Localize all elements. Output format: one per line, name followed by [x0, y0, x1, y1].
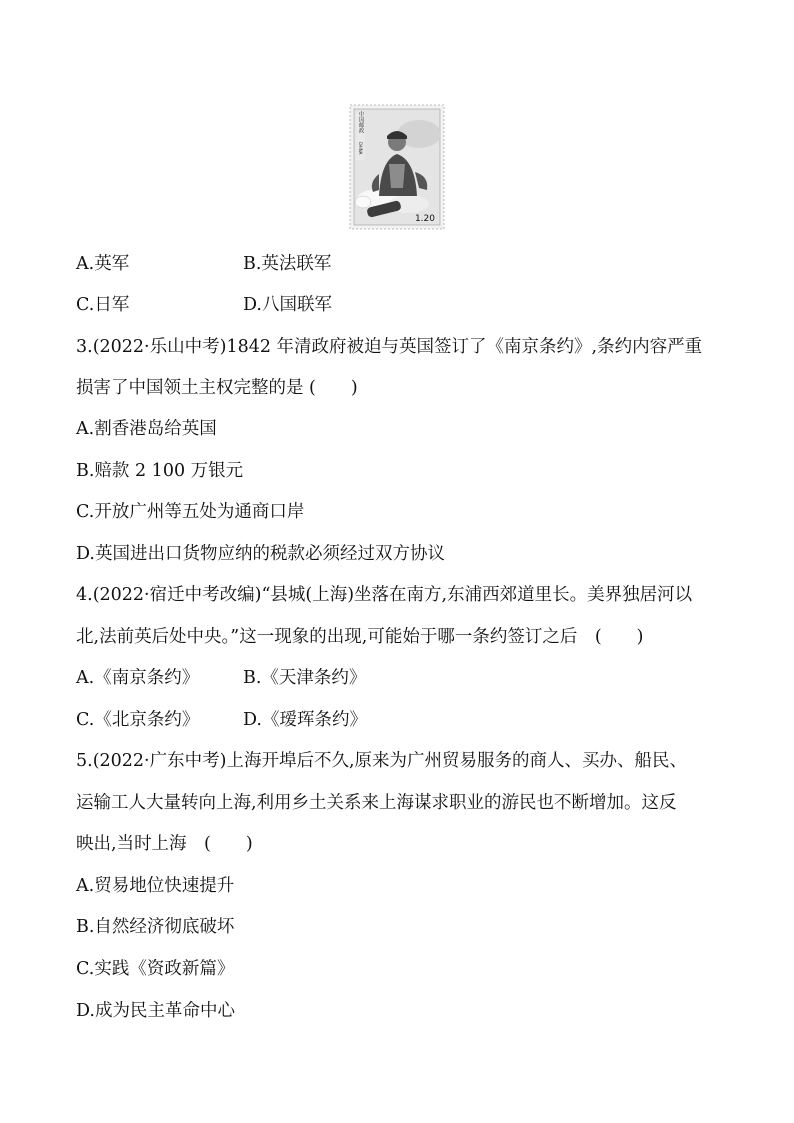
q5-option-b: B.自然经济彻底破坏: [76, 917, 235, 937]
q2-option-d: D.八国联军: [243, 295, 332, 315]
q4-option-b: B.《天津条约》: [243, 668, 367, 688]
q5-option-d: D.成为民主革命中心: [76, 1001, 235, 1021]
q2-option-a: A.英军: [76, 254, 130, 274]
stamp-country-latin: CHINA: [358, 141, 363, 155]
q4-stem-line1: 4.(2022·宿迁中考改编)“县城(上海)坐落在南方,东浦西郊道里长。美界独居河以: [76, 585, 693, 605]
q5-stem-line2: 运输工人大量转向上海,利用乡土关系来上海谋求职业的游民也不断增加。这反: [76, 793, 677, 813]
q5-option-c: C.实践《资政新篇》: [76, 959, 235, 979]
q4-stem-line2: 北,法前英后处中央。”这一现象的出现,可能始于哪一条约签订之后 ( ): [76, 627, 644, 647]
q5-option-a: A.贸易地位快速提升: [76, 876, 235, 896]
q5-stem-line1: 5.(2022·广东中考)上海开埠后不久,原来为广州贸易服务的商人、买办、船民、: [76, 751, 688, 771]
q3-option-d: D.英国进出口货物应纳的税款必须经过双方协议: [76, 544, 445, 564]
q5-stem-line3: 映出,当时上海 ( ): [76, 834, 253, 854]
q4-option-c: C.《北京条约》: [76, 710, 200, 730]
q3-option-a: A.割香港岛给英国: [76, 419, 217, 439]
q2-option-c: C.日军: [76, 295, 130, 315]
q4-option-d: D.《瑷珲条约》: [243, 710, 367, 730]
stamp-country-text: 中国邮政: [357, 111, 364, 133]
q3-stem-line1: 3.(2022·乐山中考)1842 年清政府被迫与英国签订了《南京条约》,条约内容严重: [76, 337, 703, 357]
q4-option-a: A.《南京条约》: [76, 668, 200, 688]
q2-option-b: B.英法联军: [243, 254, 332, 274]
q3-stem-line2: 损害了中国领土主权完整的是 ( ): [76, 378, 358, 398]
q3-option-c: C.开放广州等五处为通商口岸: [76, 502, 305, 522]
stamp-denomination: 1.20: [414, 214, 435, 224]
stamp-image: [349, 104, 445, 230]
q3-option-b: B.赔款 2 100 万银元: [76, 461, 244, 481]
